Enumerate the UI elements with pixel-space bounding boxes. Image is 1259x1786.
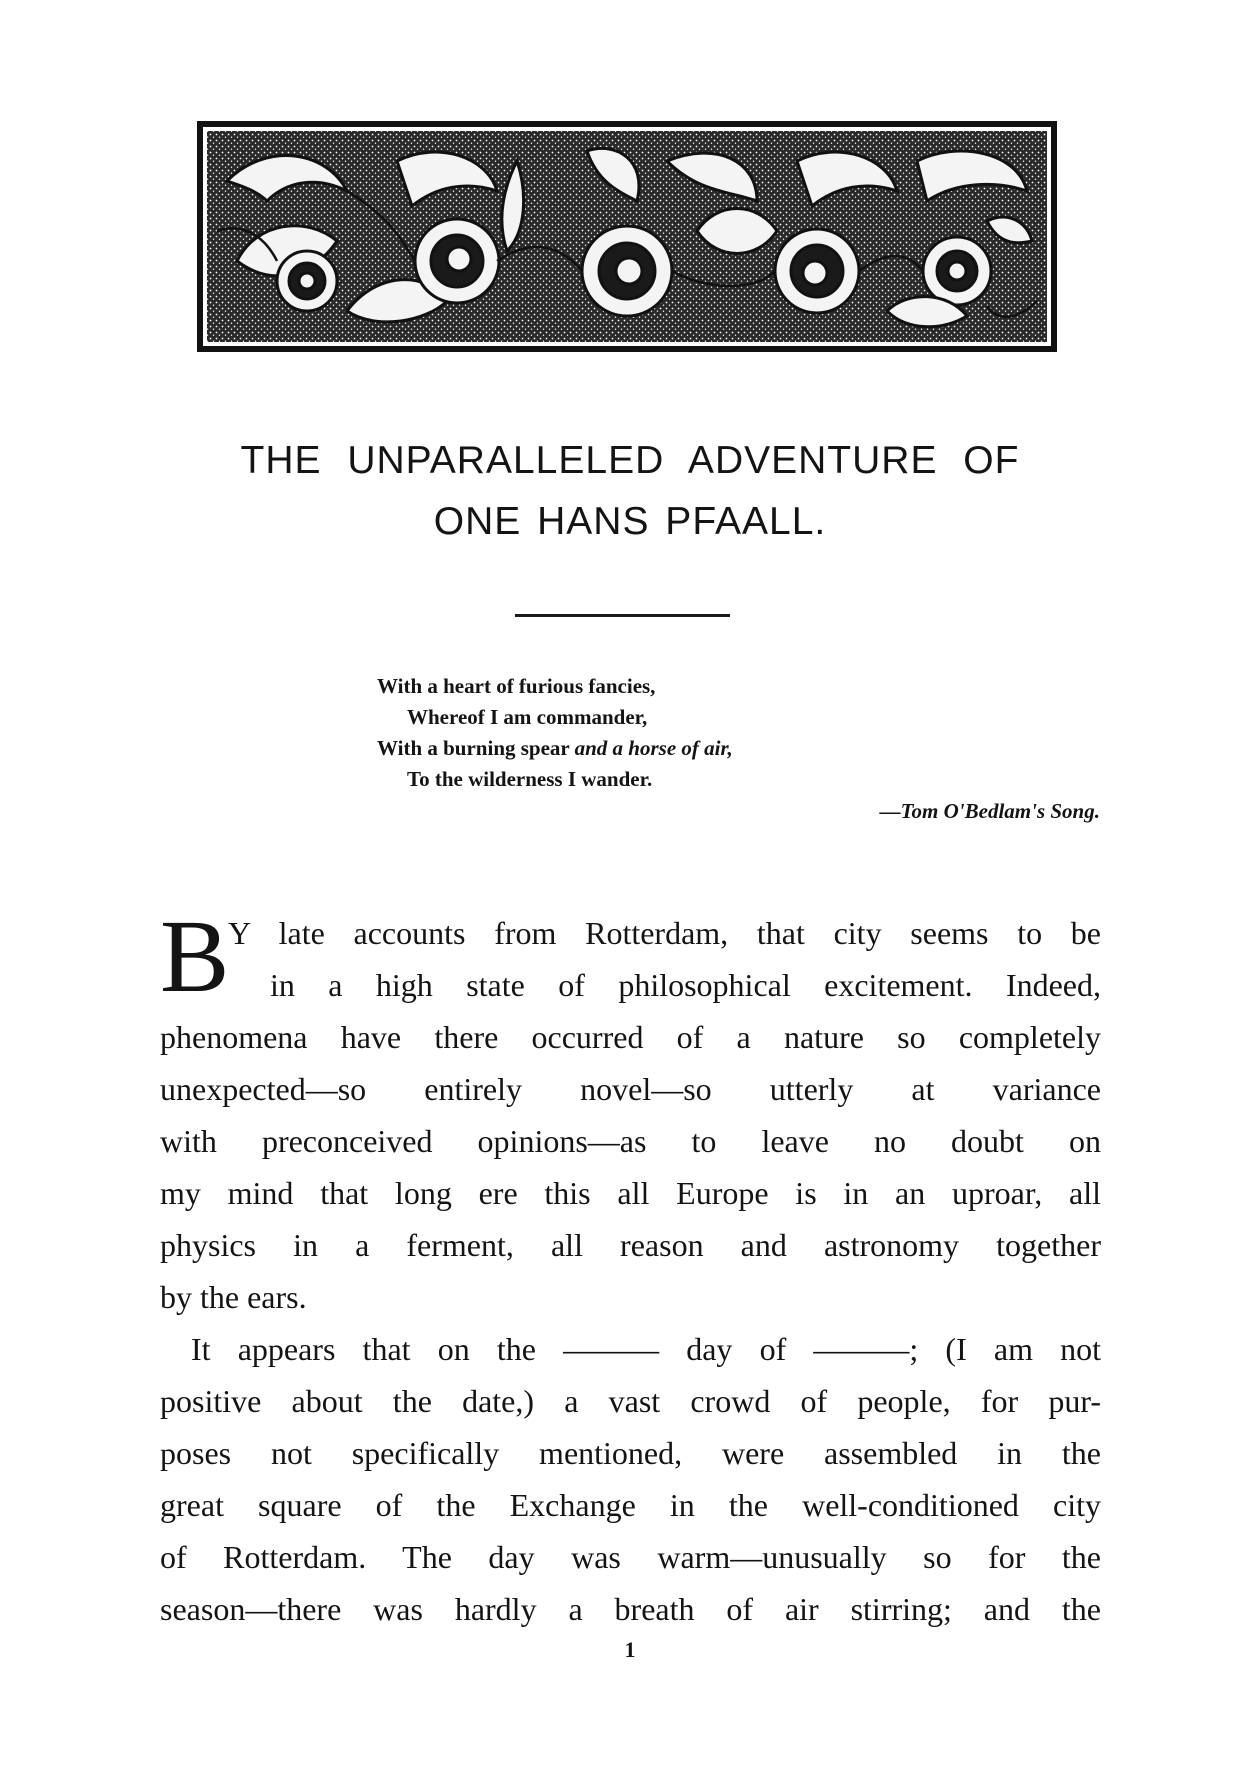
epigraph-line-2: Whereof I am commander, <box>407 705 648 729</box>
epigraph-line-3-italic: and a horse of air, <box>574 736 733 760</box>
paragraph-line: great square of the Exchange in the well-conditioned city <box>160 1487 1101 1523</box>
paragraph-line: season—there was hardly a breath of air stirring; and the <box>160 1591 1101 1627</box>
paragraph-line: by the ears. <box>160 1279 307 1315</box>
paragraph-line: in a high state of philosophical excitement. Indeed, <box>270 967 1101 1003</box>
paragraph-1 <box>160 899 1101 1323</box>
epigraph <box>377 671 1117 827</box>
body-text <box>160 899 1101 1635</box>
paragraph-line: with preconceived opinions—as to leave no doubt on <box>160 1123 1101 1159</box>
paragraph-line: of Rotterdam. The day was warm—unusually so for the <box>160 1539 1101 1575</box>
paragraph-line: unexpected—so entirely novel—so utterly at variance <box>160 1071 1101 1107</box>
paragraph-line: phenomena have there occurred of a nature so completely <box>160 1019 1101 1055</box>
title-line-1: THE UNPARALLELED ADVENTURE OF <box>240 439 1020 482</box>
epigraph-line-1: With a heart of furious fancies, <box>377 674 656 698</box>
ornament-illustration <box>197 121 1057 352</box>
paragraph-line: Y late accounts from Rotterdam, that city seems to be <box>228 915 1101 951</box>
paragraph-line: poses not specifically mentioned, were assembled in the <box>160 1435 1101 1471</box>
dropcap-block <box>160 899 1101 1014</box>
epigraph-line-3 <box>377 733 1117 764</box>
epigraph-line-4: To the wilderness I wander. <box>407 767 653 791</box>
drop-cap: B <box>160 899 230 1014</box>
epigraph-attribution: —Tom O'Bedlam's Song. <box>879 799 1100 823</box>
story-title <box>150 441 1110 541</box>
title-rule <box>515 614 730 617</box>
paragraph-line: It appears that on the ——— day of ———; (I am not <box>191 1331 1101 1367</box>
paragraph-2 <box>160 1323 1101 1635</box>
epigraph-line-3-plain: With a burning spear <box>377 736 575 760</box>
paragraph-line: physics in a ferment, all reason and astronomy together <box>160 1227 1101 1263</box>
paragraph-line: my mind that long ere this all Europe is in an uproar, all <box>160 1175 1101 1211</box>
page-number: 1 <box>624 1637 636 1662</box>
title-line-2: ONE HANS PFAALL. <box>433 500 827 543</box>
paragraph-line: positive about the date,) a vast crowd of people, for pur- <box>160 1383 1101 1419</box>
decorative-headpiece <box>197 121 1057 352</box>
